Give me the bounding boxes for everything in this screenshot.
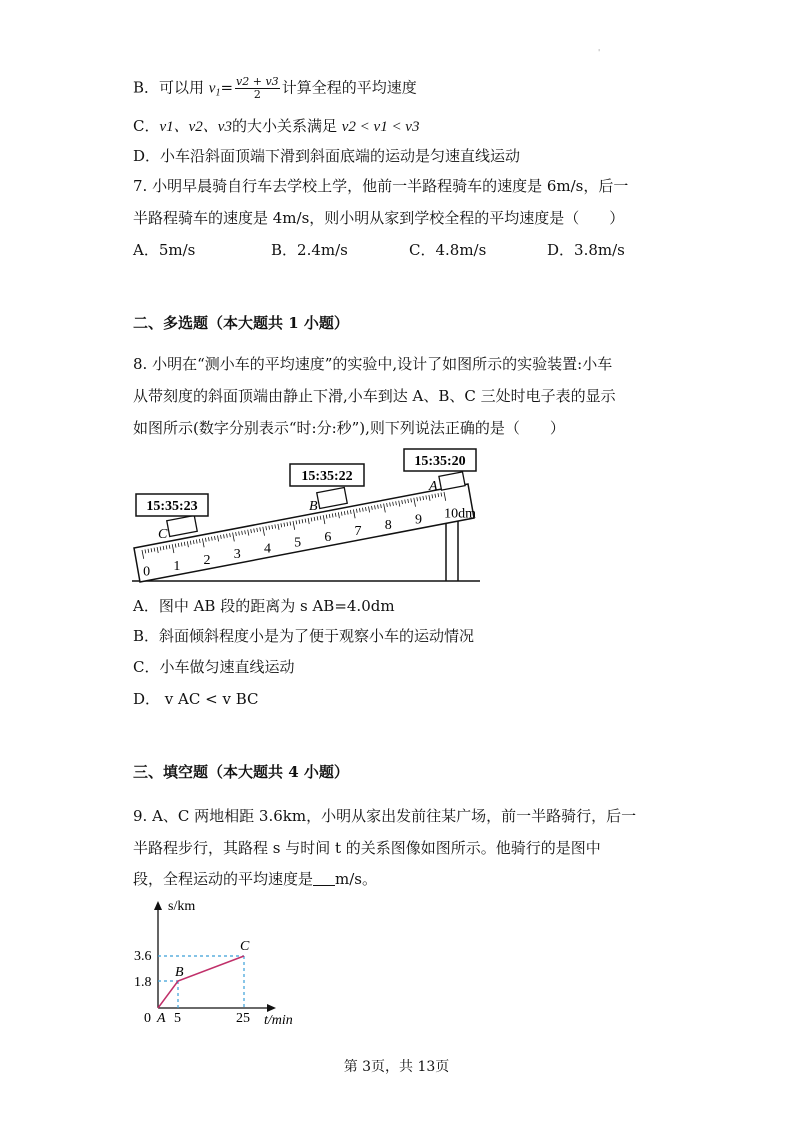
- section-heading-multiple-choice: 二、多选题（本大题共 1 小题）: [133, 314, 349, 332]
- q7-stem-line2: 半路程骑车的速度是 4m/s，则小明从家到学校全程的平均速度是（ ）: [133, 209, 625, 227]
- q6-option-d: D．小车沿斜面顶端下滑到斜面底端的运动是匀速直线运动: [133, 147, 521, 165]
- ruler-tick-label: 4: [263, 541, 271, 557]
- point-b-label: B: [175, 965, 184, 980]
- car-at-b: [317, 488, 348, 509]
- answer-blank[interactable]: [313, 871, 335, 886]
- y-axis-label: s/km: [168, 899, 196, 914]
- point-c-label: C: [240, 939, 250, 954]
- incline-figure: [128, 446, 488, 588]
- q6-option-b: B．可以用 $v_1=$ $\frac{v2 + v3}{2}$ 计算全程的平均速度: [133, 75, 417, 101]
- ruler-tick-label: 10dm: [444, 506, 477, 522]
- page-footer: 第 3页，共 13页: [343, 1059, 450, 1075]
- q8-stem-line1: 8. 小明在“测小车的平均速度”的实验中,设计了如图所示的实验装置:小车: [133, 355, 613, 373]
- q6-option-c: C．v1、v2、v3的大小关系满足 v2 < v1 < v3: [133, 117, 420, 135]
- q8-option-b: B．斜面倾斜程度小是为了便于观察小车的运动情况: [133, 627, 475, 645]
- q7-option-c: C．4.8m/s: [409, 241, 487, 259]
- q9-stem-line2: 半路程步行，其路程 s 与时间 t 的关系图像如图所示。他骑行的是图中: [133, 839, 601, 857]
- q7-option-d: D．3.8m/s: [547, 241, 625, 259]
- point-b-label: B: [309, 499, 318, 514]
- q7-option-b: B．2.4m/s: [271, 241, 348, 259]
- ruler-tick-label: 6: [324, 529, 332, 545]
- distance-time-graph: [130, 898, 310, 1030]
- q8-option-c: C．小车做匀速直线运动: [133, 658, 295, 676]
- ruler-tick-label: 3: [233, 547, 241, 563]
- origin-label: 0: [144, 1011, 151, 1026]
- q8-stem-line3: 如图所示(数字分别表示“时:分:秒”),则下列说法正确的是（ ）: [133, 419, 565, 437]
- ruler-tick-label: 7: [354, 524, 362, 540]
- q7-options: [133, 240, 685, 260]
- s-t-line: [158, 956, 244, 1008]
- q9-stem-line1: 9. A、C 两地相距 3.6km，小明从家出发前往某广场，前一半路骑行，后一: [133, 807, 637, 825]
- clock-b-time: 15:35:22: [301, 469, 353, 484]
- clock-a-time: 15:35:20: [414, 454, 466, 469]
- q7-option-a: A．5m/s: [133, 241, 196, 259]
- car-at-c: [167, 516, 198, 537]
- corner-mark: ': [598, 48, 601, 57]
- y-tick-1-8: 1.8: [134, 975, 152, 990]
- x-axis-label: t/min: [264, 1013, 293, 1028]
- clock-c: [136, 494, 208, 516]
- point-a-label: A: [429, 479, 438, 494]
- x-tick-25: 25: [236, 1011, 250, 1026]
- ruler-tick-label: 5: [294, 535, 302, 551]
- point-c-label: C: [158, 527, 168, 542]
- section-heading-fill-in: 三、填空题（本大题共 4 小题）: [133, 763, 349, 781]
- q8-option-a: A．图中 AB 段的距离为 s AB=4.0dm: [133, 597, 395, 615]
- q8-option-d: D． v AC < v BC: [133, 690, 259, 708]
- ruler-tick-label: 0: [143, 564, 151, 580]
- ruler-tick-label: 8: [384, 518, 392, 534]
- ruler-tick-label: 1: [173, 558, 181, 574]
- x-tick-5: 5: [174, 1011, 181, 1026]
- q7-stem-line1: 7. 小明早晨骑自行车去学校上学，他前一半路程骑车的速度是 6m/s，后一: [133, 177, 629, 195]
- clock-b: [290, 464, 364, 486]
- point-a-label: A: [157, 1011, 166, 1026]
- q8-stem-line2: 从带刻度的斜面顶端由静止下滑,小车到达 A、B、C 三处时电子表的显示: [133, 387, 616, 405]
- fraction: $\frac{v2 + v3}{2}$: [236, 75, 279, 101]
- clock-a: [404, 449, 476, 471]
- q9-stem-line3: 段，全程运动的平均速度是 m/s。: [133, 870, 377, 888]
- y-tick-3-6: 3.6: [134, 949, 152, 964]
- clock-c-time: 15:35:23: [146, 499, 198, 514]
- ruler-tick-label: 9: [414, 512, 422, 528]
- ruler-tick-label: 2: [203, 553, 211, 569]
